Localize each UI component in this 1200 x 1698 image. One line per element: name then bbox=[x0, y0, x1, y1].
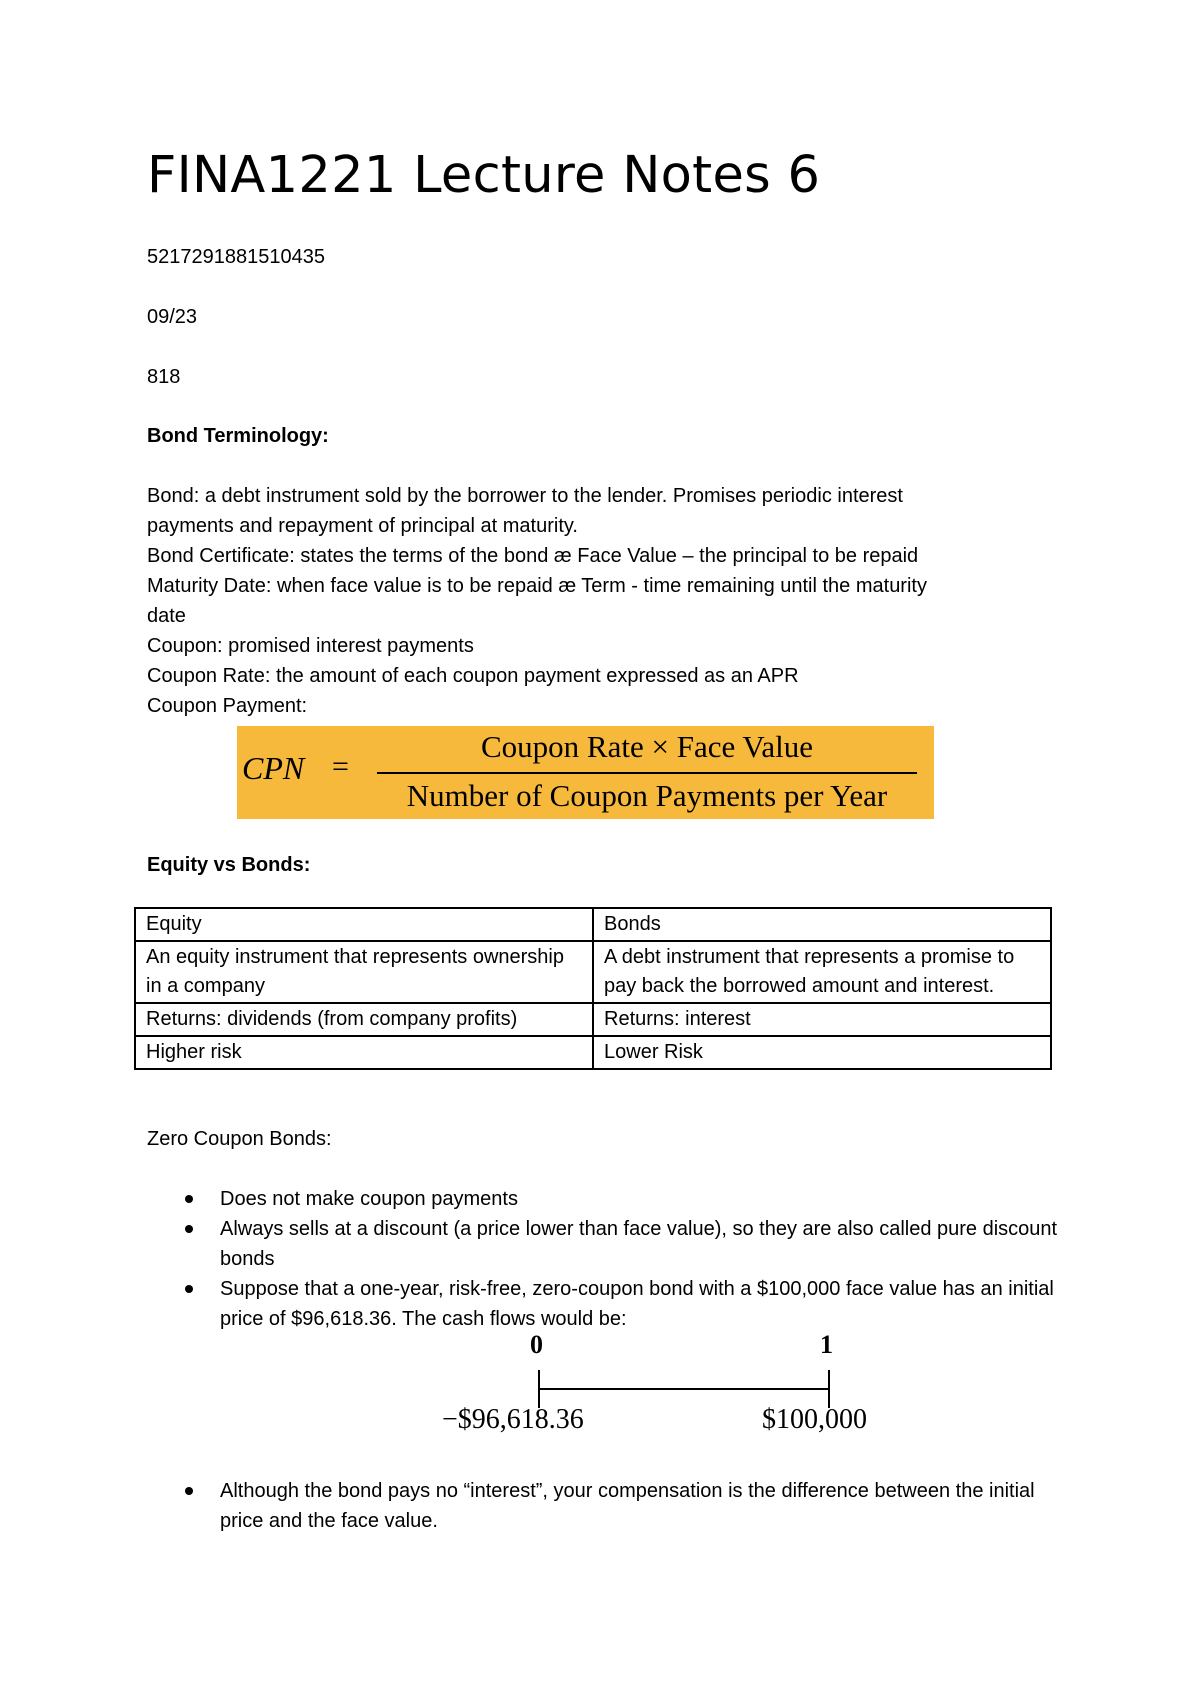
table-cell: Returns: interest bbox=[593, 1003, 1051, 1036]
formula-denominator: Number of Coupon Payments per Year bbox=[406, 778, 888, 813]
table-cell: Equity bbox=[135, 908, 593, 941]
timeline-period-0: 0 bbox=[530, 1330, 543, 1359]
formula-numerator: Coupon Rate × Face Value bbox=[480, 729, 813, 764]
list-item-text: Suppose that a one-year, risk-free, zero-coupon bond with a $100,000 face value has an initial price of $96,618.36. The cash flows would be: bbox=[220, 1278, 1054, 1330]
table-cell: An equity instrument that represents ownership in a company bbox=[135, 941, 593, 1003]
formula-fraction-bar bbox=[377, 772, 917, 774]
table-row bbox=[135, 908, 1051, 941]
list-item-text: Although the bond pays no “interest”, your compensation is the difference between the initial price and the face value. bbox=[220, 1480, 1035, 1532]
section-heading-zero-coupon: Zero Coupon Bonds: bbox=[147, 1128, 332, 1150]
cash-flow-timeline bbox=[420, 1330, 940, 1440]
coupon-payment-formula bbox=[237, 726, 934, 819]
terminology-line: Coupon: promised interest payments bbox=[147, 635, 474, 657]
terminology-line: Bond: a debt instrument sold by the borrower to the lender. Promises periodic interest bbox=[147, 485, 903, 507]
page-title: FINA1221 Lecture Notes 6 bbox=[147, 146, 821, 205]
table-cell: Bonds bbox=[593, 908, 1051, 941]
zero-coupon-final-bullet bbox=[147, 1476, 1067, 1536]
bullet-icon bbox=[185, 1225, 193, 1233]
bullet-icon bbox=[185, 1195, 193, 1203]
bullet-icon bbox=[185, 1285, 193, 1293]
terminology-line: Coupon Payment: bbox=[147, 695, 308, 717]
meta-line-1: 5217291881510435 bbox=[147, 246, 325, 268]
meta-line-2: 09/23 bbox=[147, 306, 198, 328]
list-item bbox=[147, 1184, 1067, 1214]
table-cell: A debt instrument that represents a promise to pay back the borrowed amount and interest. bbox=[593, 941, 1051, 1003]
table-row bbox=[135, 1003, 1051, 1036]
timeline-flow-1: $100,000 bbox=[762, 1404, 867, 1435]
table-cell: Returns: dividends (from company profits) bbox=[135, 1003, 593, 1036]
list-item-text: Does not make coupon payments bbox=[220, 1188, 518, 1210]
formula-equals: = bbox=[332, 750, 349, 783]
table-row bbox=[135, 941, 1051, 1003]
bullet-icon bbox=[185, 1487, 193, 1495]
terminology-line: payments and repayment of principal at maturity. bbox=[147, 515, 578, 537]
table-cell: Lower Risk bbox=[593, 1036, 1051, 1069]
zero-coupon-bullet-list bbox=[147, 1184, 1067, 1334]
terminology-line: Bond Certificate: states the terms of the bond æ Face Value – the principal to be repaid bbox=[147, 545, 919, 567]
list-item bbox=[147, 1214, 1067, 1274]
terminology-line: date bbox=[147, 605, 186, 627]
table-cell: Higher risk bbox=[135, 1036, 593, 1069]
formula-lhs: CPN bbox=[242, 750, 305, 786]
equity-vs-bonds-table bbox=[134, 907, 1052, 1070]
list-item bbox=[147, 1274, 1067, 1334]
section-heading-terminology: Bond Terminology: bbox=[147, 425, 329, 447]
terminology-line: Maturity Date: when face value is to be repaid æ Term - time remaining until the maturity bbox=[147, 575, 927, 597]
timeline-flow-0: −$96,618.36 bbox=[442, 1404, 584, 1435]
table-row bbox=[135, 1036, 1051, 1069]
list-item-text: Always sells at a discount (a price lower than face value), so they are also called pure discount bonds bbox=[220, 1218, 1058, 1270]
list-item bbox=[147, 1476, 1067, 1536]
timeline-axis bbox=[538, 1388, 830, 1390]
meta-line-3: 818 bbox=[147, 366, 181, 388]
section-heading-equity-vs-bonds: Equity vs Bonds: bbox=[147, 854, 311, 876]
timeline-period-1: 1 bbox=[820, 1330, 833, 1359]
terminology-line: Coupon Rate: the amount of each coupon payment expressed as an APR bbox=[147, 665, 799, 687]
